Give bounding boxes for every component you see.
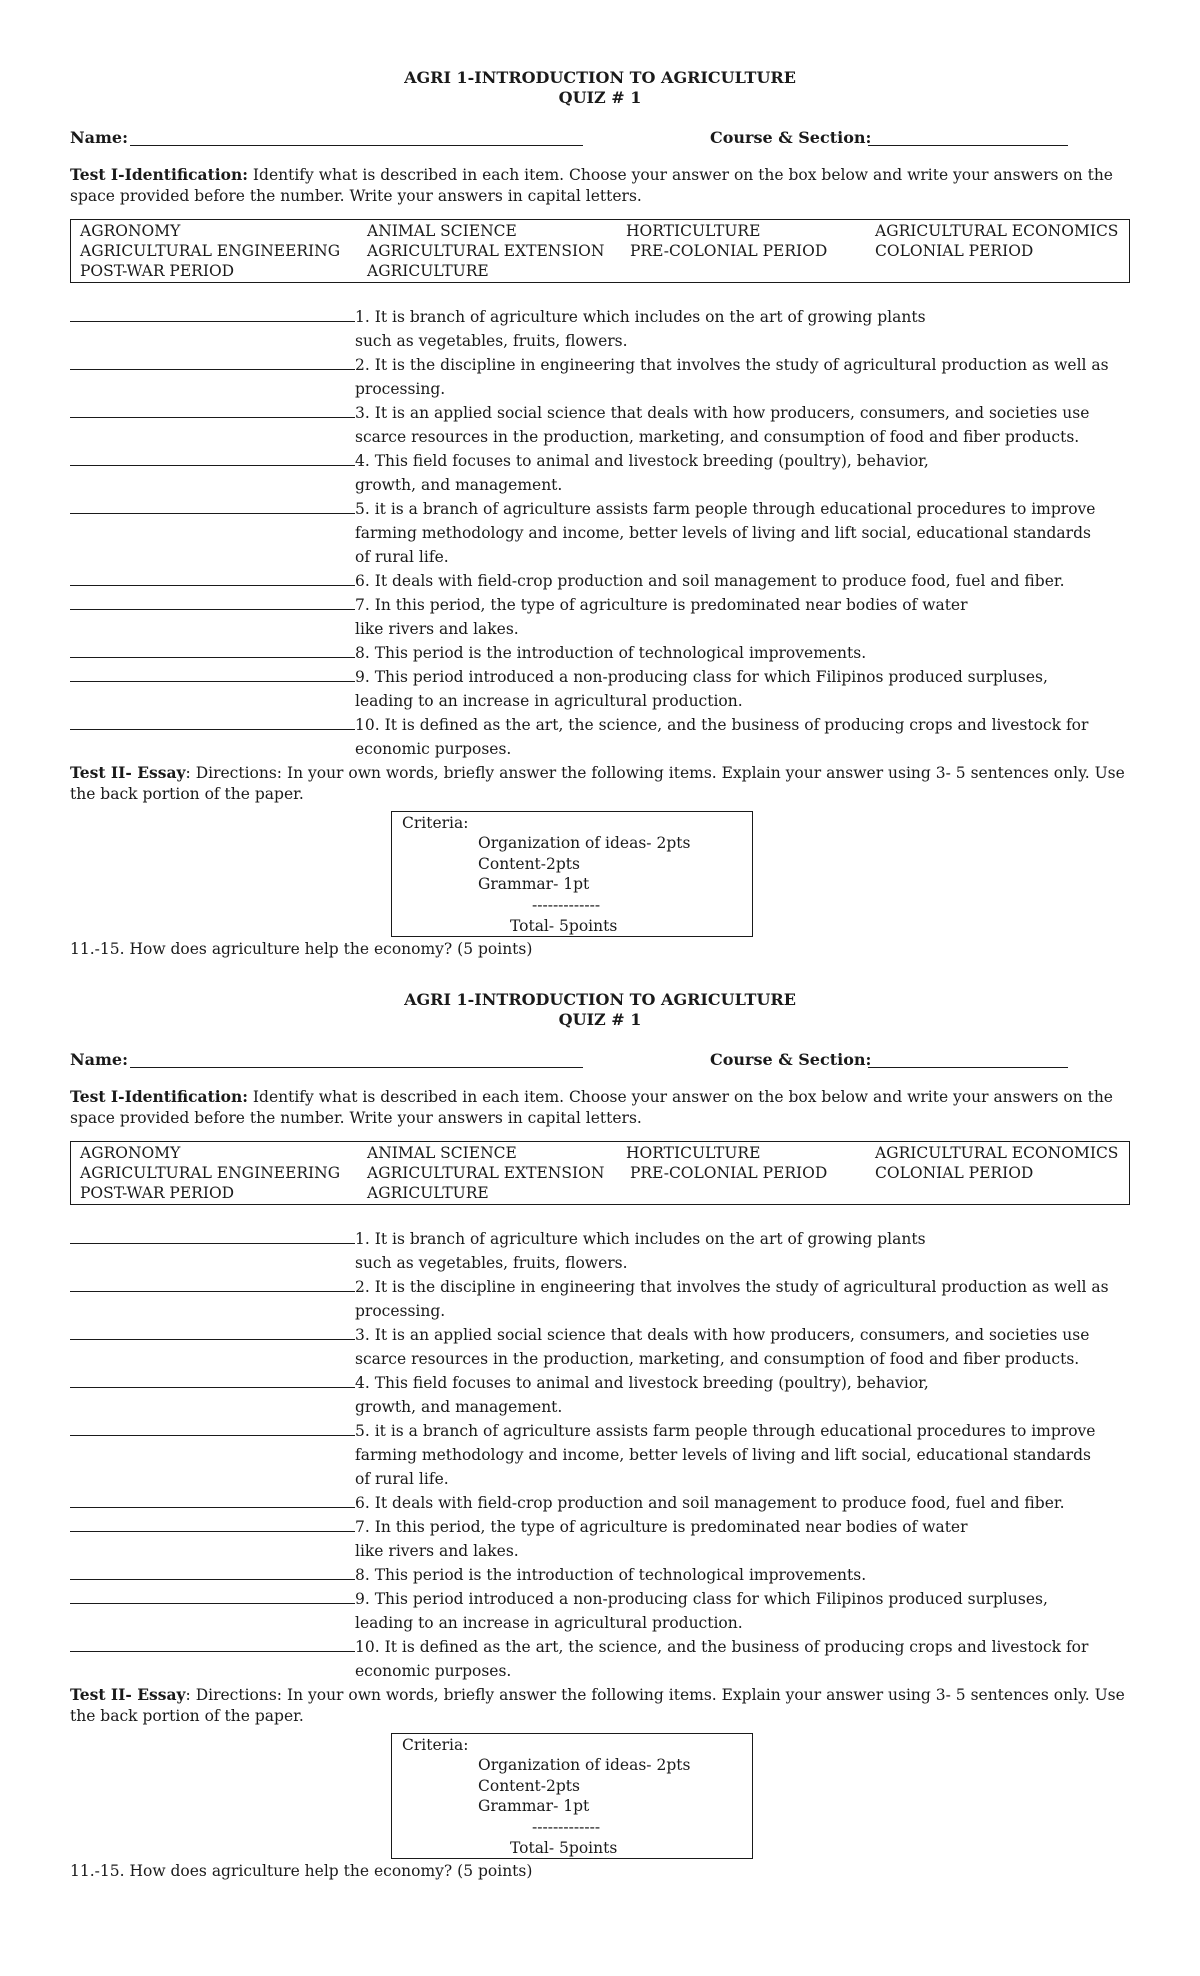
question-text-cont: farming methodology and income, better levels of living and lift social, educational standards (355, 1446, 1091, 1464)
question-text: 9. This period introduced a non-producing class for which Filipinos produced surpluses, (355, 668, 1048, 686)
answer-blank[interactable] (70, 713, 355, 730)
choice-item: PRE-COLONIAL PERIOD (630, 1164, 828, 1182)
quiz-sheet-top (70, 68, 1130, 959)
question-item (70, 593, 1130, 641)
answer-blank[interactable] (70, 1371, 355, 1388)
answer-blank[interactable] (70, 593, 355, 610)
question-item (70, 1563, 1130, 1587)
question-item (70, 1515, 1130, 1563)
question-text-cont: economic purposes. (355, 740, 512, 758)
choice-item: AGRICULTURAL ECONOMICS (875, 1144, 1119, 1162)
choice-item: AGRICULTURAL EXTENSION (367, 1164, 605, 1182)
question-item (70, 1419, 1130, 1491)
question-item (70, 305, 1130, 353)
test1-instructions (70, 165, 1140, 206)
choice-item: COLONIAL PERIOD (875, 1164, 1034, 1182)
question-item (70, 713, 1130, 761)
choice-item: HORTICULTURE (626, 222, 761, 240)
criteria-line: Organization of ideas- 2pts (478, 1756, 691, 1774)
question-text-cont: such as vegetables, fruits, flowers. (355, 332, 628, 350)
question-text-cont: processing. (355, 380, 446, 398)
question-text: 6. It deals with field-crop production and soil management to produce food, fuel and fiber. (355, 1494, 1065, 1512)
question-text: 2. It is the discipline in engineering that involves the study of agricultural production as well as (355, 356, 1109, 374)
name-label: Name: (70, 1050, 129, 1069)
question-text: 8. This period is the introduction of technological improvements. (355, 1566, 867, 1584)
choice-item: AGRONOMY (80, 1144, 181, 1162)
quiz-sheet-bottom (70, 990, 1130, 1881)
choice-item: PRE-COLONIAL PERIOD (630, 242, 828, 260)
question-text-cont: growth, and management. (355, 1398, 563, 1416)
question-item (70, 497, 1130, 569)
question-text: 10. It is defined as the art, the science, and the business of producing crops and livestock for (355, 716, 1089, 734)
question-text-cont: such as vegetables, fruits, flowers. (355, 1254, 628, 1272)
answer-blank[interactable] (70, 1227, 355, 1244)
question-text-cont: leading to an increase in agricultural production. (355, 692, 743, 710)
test1-instructions-text: Identify what is described in each item. Choose your answer on the box below and write your answers on the space provided before the number. Write your answers in capital letters. (70, 1088, 1113, 1127)
choice-item: ANIMAL SCIENCE (367, 222, 517, 240)
test2-instructions (70, 763, 1145, 804)
question-text-cont: economic purposes. (355, 1662, 512, 1680)
choice-item: AGRICULTURAL ENGINEERING (80, 242, 341, 260)
criteria-separator: ------------- (532, 896, 601, 914)
identification-items (70, 1227, 1130, 1683)
test2-instructions (70, 1685, 1145, 1726)
question-text-cont: like rivers and lakes. (355, 620, 519, 638)
criteria-heading: Criteria: (402, 1736, 469, 1754)
test1-label: Test I-Identification: (70, 165, 248, 184)
answer-blank[interactable] (70, 1491, 355, 1508)
criteria-box (391, 811, 753, 937)
course-section-blank[interactable] (868, 1067, 1068, 1068)
question-text: 4. This field focuses to animal and livestock breeding (poultry), behavior, (355, 1374, 929, 1392)
test2-instructions-text: : Directions: In your own words, briefly answer the following items. Explain your answer using 3- 5 sentences only. Use the back portion of the paper. (70, 1686, 1125, 1725)
answer-blank[interactable] (70, 305, 355, 322)
question-text: 4. This field focuses to animal and livestock breeding (poultry), behavior, (355, 452, 929, 470)
choice-item: AGRICULTURAL ENGINEERING (80, 1164, 341, 1182)
question-text: 7. In this period, the type of agriculture is predominated near bodies of water (355, 1518, 968, 1536)
answer-blank[interactable] (70, 401, 355, 418)
quiz-number: QUIZ # 1 (558, 1010, 642, 1029)
question-item (70, 1587, 1130, 1635)
question-item (70, 353, 1130, 401)
answer-blank[interactable] (70, 1515, 355, 1532)
essay-question: 11.-15. How does agriculture help the economy? (5 points) (70, 1862, 533, 1880)
answer-blank[interactable] (70, 1587, 355, 1604)
choice-item: AGRICULTURE (367, 1184, 489, 1202)
question-text: 5. it is a branch of agriculture assists farm people through educational procedures to improve (355, 1422, 1096, 1440)
choice-item: ANIMAL SCIENCE (367, 1144, 517, 1162)
question-text-cont: leading to an increase in agricultural production. (355, 1614, 743, 1632)
question-item (70, 1635, 1130, 1683)
question-item (70, 449, 1130, 497)
criteria-line: Organization of ideas- 2pts (478, 834, 691, 852)
question-text: 3. It is an applied social science that deals with how producers, consumers, and societies use (355, 1326, 1090, 1344)
criteria-line: Grammar- 1pt (478, 1797, 590, 1815)
choice-item: HORTICULTURE (626, 1144, 761, 1162)
test1-instructions-text: Identify what is described in each item. Choose your answer on the box below and write your answers on the space provided before the number. Write your answers in capital letters. (70, 166, 1113, 205)
question-text-cont: of rural life. (355, 1470, 449, 1488)
answer-choices-box (70, 1141, 1130, 1205)
quiz-number: QUIZ # 1 (558, 88, 642, 107)
question-text: 9. This period introduced a non-producing class for which Filipinos produced surpluses, (355, 1590, 1048, 1608)
question-text: 1. It is branch of agriculture which includes on the art of growing plants (355, 308, 926, 326)
answer-blank[interactable] (70, 641, 355, 658)
answer-blank[interactable] (70, 1635, 355, 1652)
answer-choices-box (70, 219, 1130, 283)
question-item (70, 1323, 1130, 1371)
test2-instructions-text: : Directions: In your own words, briefly answer the following items. Explain your answer using 3- 5 sentences only. Use the back portion of the paper. (70, 764, 1125, 803)
name-label: Name: (70, 128, 129, 147)
question-item (70, 1491, 1130, 1515)
question-text: 6. It deals with field-crop production and soil management to produce food, fuel and fiber. (355, 572, 1065, 590)
criteria-total: Total- 5points (510, 1839, 618, 1857)
quiz-title (70, 990, 1130, 1030)
name-blank[interactable] (130, 1067, 583, 1068)
criteria-box (391, 1733, 753, 1859)
answer-blank[interactable] (70, 1563, 355, 1580)
question-text-cont: growth, and management. (355, 476, 563, 494)
question-item (70, 665, 1130, 713)
choice-item: POST-WAR PERIOD (80, 262, 235, 280)
answer-blank[interactable] (70, 569, 355, 586)
question-item (70, 401, 1130, 449)
test2-label: Test II- Essay (70, 1685, 186, 1704)
question-text-cont: scarce resources in the production, marketing, and consumption of food and fiber products. (355, 1350, 1080, 1368)
choice-item: POST-WAR PERIOD (80, 1184, 235, 1202)
essay-question: 11.-15. How does agriculture help the economy? (5 points) (70, 940, 533, 958)
test1-label: Test I-Identification: (70, 1087, 248, 1106)
question-text: 3. It is an applied social science that deals with how producers, consumers, and societies use (355, 404, 1090, 422)
choice-item: AGRICULTURAL EXTENSION (367, 242, 605, 260)
criteria-line: Content-2pts (478, 855, 580, 873)
question-text-cont: scarce resources in the production, marketing, and consumption of food and fiber products. (355, 428, 1080, 446)
identification-items (70, 305, 1130, 761)
criteria-separator: ------------- (532, 1818, 601, 1836)
answer-blank[interactable] (70, 665, 355, 682)
answer-blank[interactable] (70, 1275, 355, 1292)
answer-blank[interactable] (70, 1419, 355, 1436)
choice-item: AGRONOMY (80, 222, 181, 240)
question-text: 1. It is branch of agriculture which includes on the art of growing plants (355, 1230, 926, 1248)
name-course-row (70, 1050, 1130, 1072)
criteria-line: Grammar- 1pt (478, 875, 590, 893)
question-text: 5. it is a branch of agriculture assists farm people through educational procedures to improve (355, 500, 1096, 518)
name-course-row (70, 128, 1130, 150)
question-item (70, 1227, 1130, 1275)
question-item (70, 1371, 1130, 1419)
question-item (70, 1275, 1130, 1323)
answer-blank[interactable] (70, 353, 355, 370)
answer-blank[interactable] (70, 1323, 355, 1340)
quiz-title (70, 68, 1130, 108)
question-text-cont: farming methodology and income, better levels of living and lift social, educational standards (355, 524, 1091, 542)
question-text-cont: of rural life. (355, 548, 449, 566)
question-text: 8. This period is the introduction of technological improvements. (355, 644, 867, 662)
answer-blank[interactable] (70, 497, 355, 514)
test2-label: Test II- Essay (70, 763, 186, 782)
question-text: 10. It is defined as the art, the science, and the business of producing crops and livestock for (355, 1638, 1089, 1656)
question-text: 7. In this period, the type of agriculture is predominated near bodies of water (355, 596, 968, 614)
course-section-blank[interactable] (868, 145, 1068, 146)
course-title: AGRI 1-INTRODUCTION TO AGRICULTURE (404, 68, 796, 87)
criteria-line: Content-2pts (478, 1777, 580, 1795)
question-item (70, 569, 1130, 593)
question-text-cont: like rivers and lakes. (355, 1542, 519, 1560)
criteria-total: Total- 5points (510, 917, 618, 935)
course-section-label: Course & Section: (710, 128, 872, 147)
course-section-label: Course & Section: (710, 1050, 872, 1069)
choice-item: COLONIAL PERIOD (875, 242, 1034, 260)
criteria-heading: Criteria: (402, 814, 469, 832)
question-text-cont: processing. (355, 1302, 446, 1320)
question-item (70, 641, 1130, 665)
name-blank[interactable] (130, 145, 583, 146)
course-title: AGRI 1-INTRODUCTION TO AGRICULTURE (404, 990, 796, 1009)
choice-item: AGRICULTURE (367, 262, 489, 280)
question-text: 2. It is the discipline in engineering that involves the study of agricultural production as well as (355, 1278, 1109, 1296)
test1-instructions (70, 1087, 1140, 1128)
choice-item: AGRICULTURAL ECONOMICS (875, 222, 1119, 240)
answer-blank[interactable] (70, 449, 355, 466)
